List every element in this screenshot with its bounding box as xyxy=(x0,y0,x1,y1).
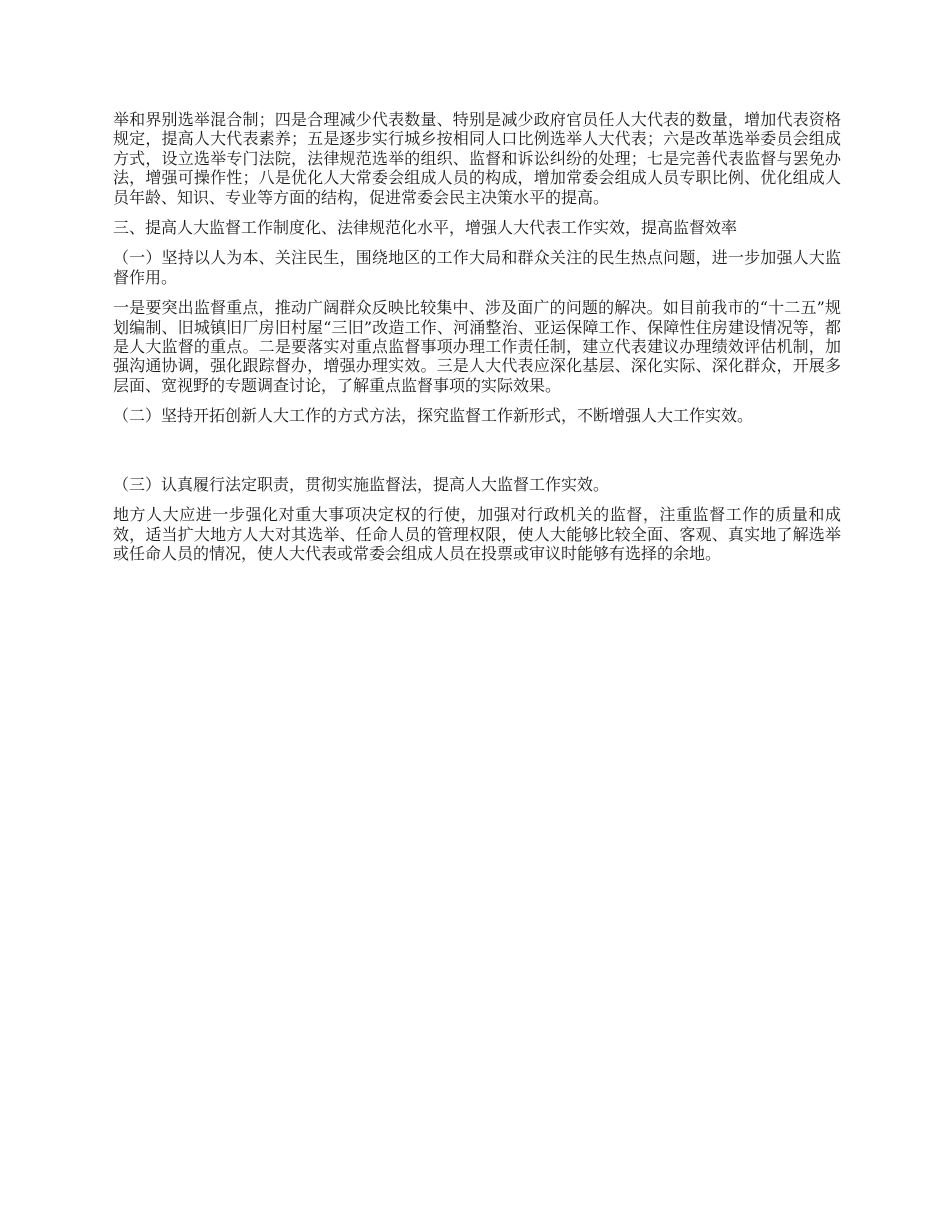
paragraph-local-congress: 地方人大应进一步强化对重大事项决定权的行使，加强对行政机关的监督，注重监督工作的质量和成效，适当扩大地方人大对其选举、任命人员的管理权限，使人大能够比较全面、客观、真实地了解选举或任命人员的情况，使人大代表或常委会组成人员在投票或审议时能够有选择的余地。 xyxy=(113,505,841,563)
paragraph-supervision-focus: 一是要突出监督重点，推动广阔群众反映比较集中、涉及面广的问题的解决。如目前我市的“十二五”规划编制、旧城镇旧厂房旧村屋“三旧”改造工作、河涌整治、亚运保障工作、保障性住房建设情况等，都是人大监督的重点。二是要落实对重点监督事项办理工作责任制，建立代表建议办理绩效评估机制，加强沟通协调，强化跟踪督办，增强办理实效。三是人大代表应深化基层、深化实际、深化群众，开展多层面、宽视野的专题调查讨论，了解重点监督事项的实际效果。 xyxy=(113,298,841,395)
section-heading-three: 三、提高人大监督工作制度化、法律规范化水平，增强人大代表工作实效，提高监督效率 xyxy=(113,218,738,238)
subheading-two: （二）坚持开拓创新人大工作的方式方法，探究监督工作新形式，不断增强人大工作实效。 xyxy=(113,406,754,426)
blank-spacer xyxy=(113,437,841,475)
document-page xyxy=(113,110,841,574)
paragraph-election-reforms: 举和界别选举混合制；四是合理减少代表数量、特别是减少政府官员任人大代表的数量，增加代表资格规定，提高人大代表素养；五是逐步实行城乡按相同人口比例选举人大代表；六是改革选举委员会组成方式，设立选举专门法院，法律规范选举的组织、监督和诉讼纠纷的处理；七是完善代表监督与罢免办法，增强可操作性；八是优化人大常委会组成人员的构成，增加常委会组成人员专职比例、优化组成人员年龄、知识、专业等方面的结构，促进常委会民主决策水平的提高。 xyxy=(113,110,841,207)
subheading-one: （一）坚持以人为本、关注民生，围绕地区的工作大局和群众关注的民生热点问题，进一步加强人大监督作用。 xyxy=(113,248,841,287)
subheading-three: （三）认真履行法定职责，贯彻实施监督法，提高人大监督工作实效。 xyxy=(113,474,610,494)
